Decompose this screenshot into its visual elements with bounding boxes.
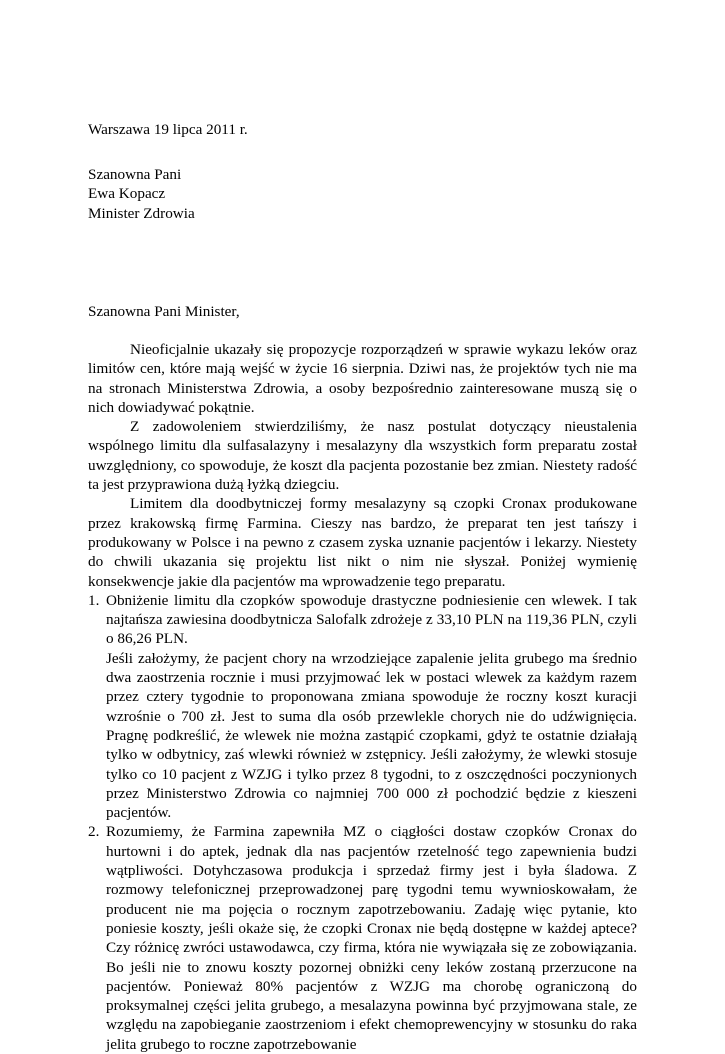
recipient-line-2: Ewa Kopacz bbox=[88, 185, 166, 203]
list-item-1-text-1: Obniżenie limitu dla czopków spowoduje drastyczne podniesienie cen wlewek. I tak najtańsza zawiesina doodbytnicza Salofalk zdrożeje z 33,10 PLN na 119,36 PLN, czyli o 86,26 PLN. bbox=[106, 591, 637, 648]
recipient-line-1: Szanowna Pani bbox=[88, 166, 182, 183]
letter-date: Warszawa 19 lipca 2011 r. bbox=[88, 121, 248, 138]
list-number-1: 1. bbox=[88, 591, 100, 609]
list-item-2 bbox=[88, 822, 637, 1054]
recipient-address bbox=[88, 165, 195, 223]
list-item-1-text-2: Jeśli założymy, że pacjent chory na wrzodziejące zapalenie jelita grubego ma średnio dwa zaostrzenia rocznie i musi przyjmować lek w postaci wlewek za każdym razem przez cztery tygodnie to proponowana zmiana spowoduje że roczny koszt kuracji wzrośnie o 700 zł. Jest to suma dla osób przewlekle chorych nie do udźwignięcia. Pragnę podkreślić, że wlewek nie można zastąpić czopkami, gdyż te ostatnie działają tylko w odbytnicy, zaś wlewki również w zstępnicy. Jeśli założymy, że wlewki stosuje tylko co 10 pacjent z WZJG i tylko przez 8 tygodni, to z oszczędności poczynionych przez Ministerstwo Zdrowia co najmniej 700 000 zł pochodzić będzie z kieszeni pacjentów. bbox=[106, 649, 637, 822]
recipient-line-3: Minister Zdrowia bbox=[88, 204, 195, 222]
list-item-1 bbox=[88, 591, 637, 823]
consequences-list bbox=[88, 591, 637, 1054]
paragraph-1: Nieoficjalnie ukazały się propozycje rozporządzeń w sprawie wykazu leków oraz limitów cen, które mają wejść w życie 16 sierpnia. Dziwi nas, że projektów tych nie ma na stronach Ministerstwa Zdrowia, a osoby bezpośrednio zainteresowane muszą się o nich dowiadywać pokątnie. bbox=[88, 341, 637, 416]
paragraph-2: Z zadowoleniem stwierdziliśmy, że nasz postulat dotyczący nieustalenia wspólnego limitu dla sulfasalazyny i mesalazyny dla wszystkich form preparatu został uwzględniony, co spowoduje, że koszt dla pacjenta pozostanie bez zmian. Niestety radość ta jest przyprawiona dużą łyżką dziegciu. bbox=[88, 418, 637, 494]
list-number-2: 2. bbox=[88, 823, 100, 841]
salutation: Szanowna Pani Minister, bbox=[88, 303, 240, 320]
list-item-2-text-1: Rozumiemy, że Farmina zapewniła MZ o ciągłości dostaw czopków Cronax do hurtowni i do aptek, jednak dla nas pacjentów rzetelność tego zapewnienia budzi wątpliwości. Dotyhczasowa produkcja i sprzedaż firmy jest i była śladowa. Z rozmowy telefonicznej przeprowadzonej parę tygodni temu wywnioskowałam, że producent nie ma pojęcia o rocznym zapotrzebowaniu. Zadaję więc pytanie, kto poniesie koszty, jeśli okaże się, że czopki Cronax nie będą dostępne w każdej aptece? Czy różnicę zwróci ustawodawca, czy firma, która nie wywiązała się ze zobowiązania. Bo jeśli nie to znowu koszty pozornej obniżki ceny leków zostaną przerzucone na pacjentów. Ponieważ 80% pacjentów z WZJG ma chorobę ograniczoną do proksymalnej części jelita grubego, a mesalazyna powinna być przyjmowana stale, ze względu na zapobieganie zaostrzeniom i efekt chemoprewencyjny w stosunku do raka jelita grubego to roczne zapotrzebowanie bbox=[106, 823, 637, 1053]
letter-body bbox=[88, 340, 637, 1054]
paragraph-3: Limitem dla doodbytniczej formy mesalazyny są czopki Cronax produkowane przez krakowską firmę Farmina. Cieszy nas bardzo, że preparat ten jest tańszy i produkowany w Polsce i na pewno z czasem zyska uznanie pacjentów i lekarzy. Niestety do chwili ukazania się projektu list nikt o nim nie słyszał. Poniżej wymienię konsekwencje jakie dla pacjentów ma wprowadzenie tego preparatu. bbox=[88, 495, 637, 590]
